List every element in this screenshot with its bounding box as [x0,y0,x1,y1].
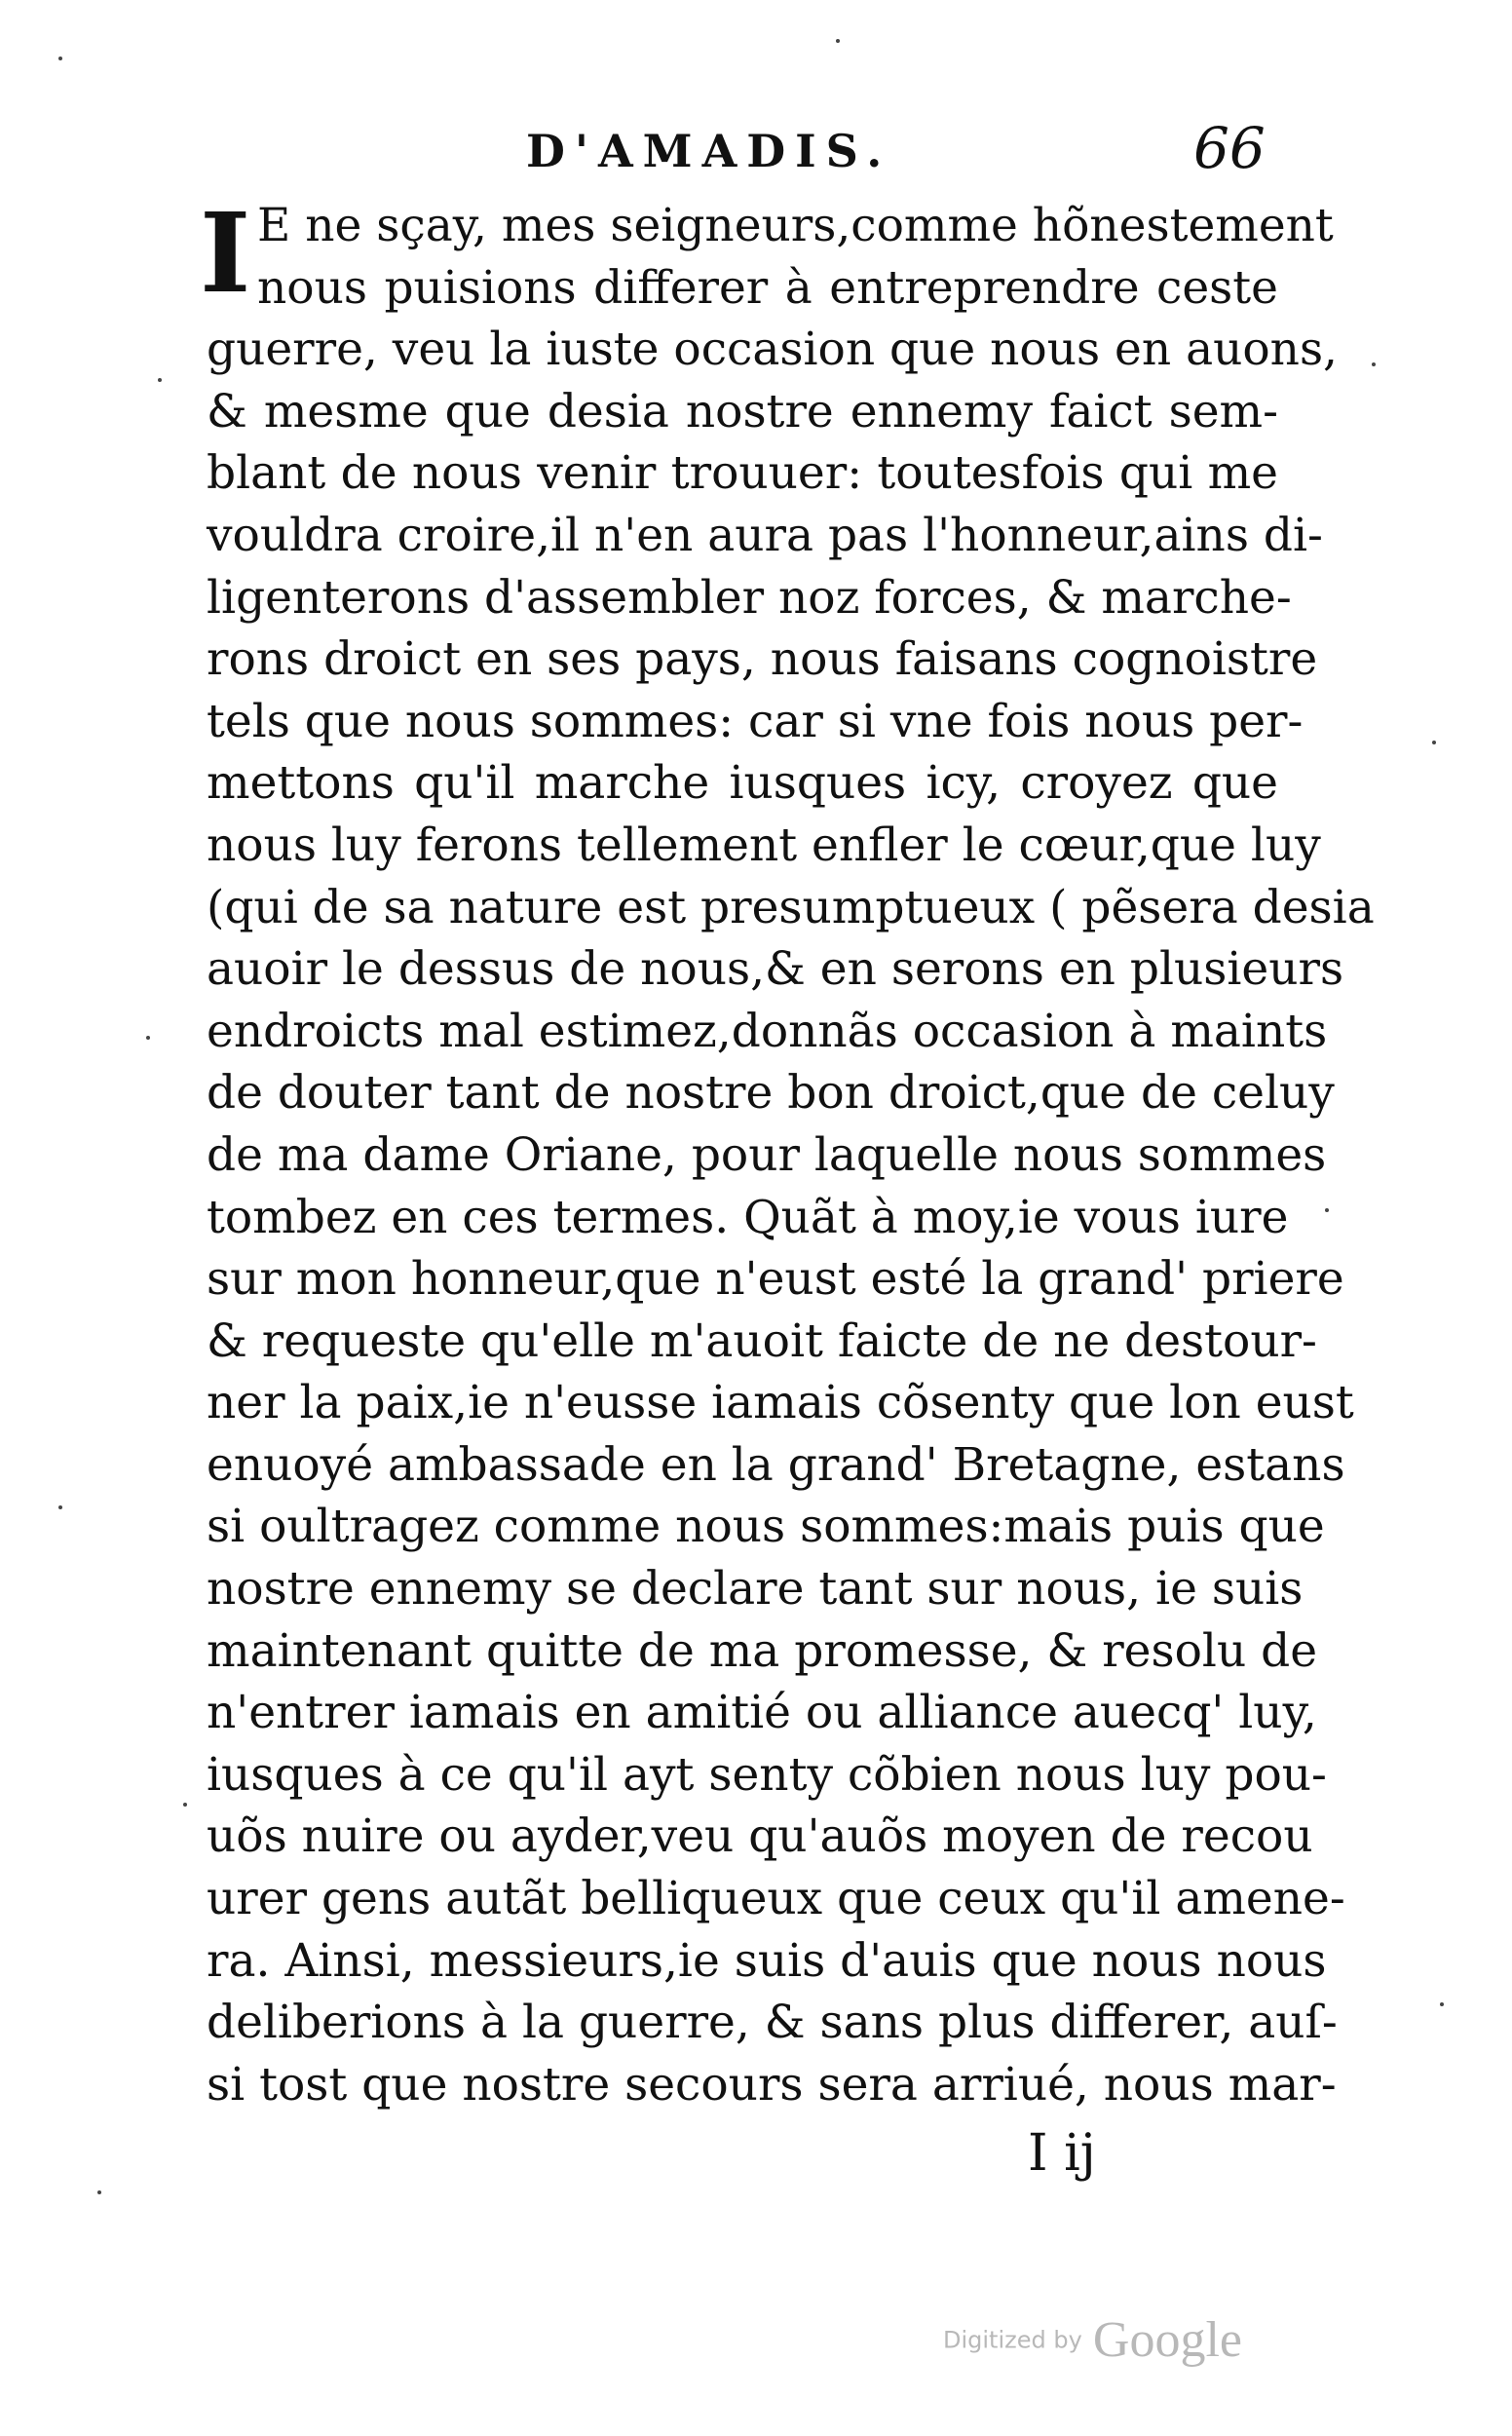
digitized-watermark [943,2311,1242,2369]
scan-speck [146,1036,150,1040]
text-line: n'entrer iamais en amitié ou alliance auecq' luy, [207,1686,1317,1740]
text-line: blant de nous venir trouuer: toutesfois qui me [207,446,1278,501]
text-line: ligenterons d'assembler noz forces, & marche- [207,570,1292,625]
running-head: D'AMADIS. [526,125,892,177]
watermark-logo: Google [1092,2312,1242,2368]
scan-speck [1372,362,1376,366]
text-line: tombez en ces termes. Quãt à moy,ie vous iure [207,1190,1289,1244]
text-line: rons droict en ses pays, nous faisans cognoistre [207,632,1318,687]
text-line: & requeste qu'elle m'auoit faicte de ne destour- [207,1313,1317,1368]
text-line: guerre, veu la iuste occasion que nous en auons, [207,323,1339,377]
scan-speck [58,57,62,60]
text-line: vouldra croire,il n'en aura pas l'honneur,ains di- [207,508,1323,562]
text-line: nous puisions differer à entreprendre ceste [257,260,1278,315]
scan-speck [1432,741,1436,744]
text-line: urer gens autãt belliqueux que ceux qu'il amene- [207,1872,1345,1926]
scan-speck [58,1505,62,1509]
text-line: iusques à ce qu'il ayt senty cõbien nous luy pou- [207,1747,1327,1802]
scan-speck [1440,2002,1444,2006]
text-line: nous luy ferons tellement enfler le cœur,que luy [207,818,1321,872]
scan-speck [183,1803,187,1807]
text-line: si oultragez comme nous sommes:mais puis que [207,1500,1325,1554]
text-line: E ne sçay, mes seigneurs,comme hõnestement [257,199,1334,252]
body-text [207,195,1375,2115]
text-line: deliberions à la guerre, & sans plus differer, auſ- [207,1996,1338,2050]
text-line: ra. Ainsi, messieurs,ie suis d'auis que nous nous [207,1933,1327,1988]
text-line: sur mon honneur,que n'eust esté la grand' priere [207,1252,1344,1307]
scan-speck [836,39,840,43]
scan-speck [97,2190,101,2194]
text-line: uõs nuire ou ayder,veu qu'auõs moyen de recou [207,1809,1313,1864]
text-line: maintenant quitte de ma promesse, & resolu de [207,1623,1318,1678]
text-line: auoir le dessus de nous,& en serons en plusieurs [207,942,1344,997]
text-line: tels que nous sommes: car si vne fois nous per- [207,694,1304,748]
scan-speck [158,378,162,382]
text-line: & mesme que desia nostre ennemy faict sem- [207,384,1278,438]
text-line: de douter tant de nostre bon droict,que de celuy [207,1066,1335,1121]
text-line: mettons qu'il marche iusques icy, croyez que [207,756,1278,811]
drop-capital: I [200,190,251,318]
page-number: 66 [1193,115,1266,181]
signature-mark: I ij [1028,2124,1096,2183]
watermark-prefix: Digitized by [943,2326,1082,2354]
text-line: si tost que nostre secours sera arriué, nous mar- [207,2057,1337,2112]
scan-speck [1325,1208,1329,1212]
text-line: ner la paix,ie n'eusse iamais cõsenty que lon eust [207,1376,1354,1430]
text-line: enuoyé ambassade en la grand' Bretagne, estans [207,1437,1345,1492]
text-line: (qui de sa nature est presumptueux ( pẽsera desia [207,880,1375,934]
text-line: de ma dame Oriane, pour laquelle nous sommes [207,1127,1327,1182]
text-line: nostre ennemy se declare tant sur nous, ie suis [207,1562,1304,1617]
text-line: endroicts mal estimez,donnãs occasion à maints [207,1004,1328,1058]
